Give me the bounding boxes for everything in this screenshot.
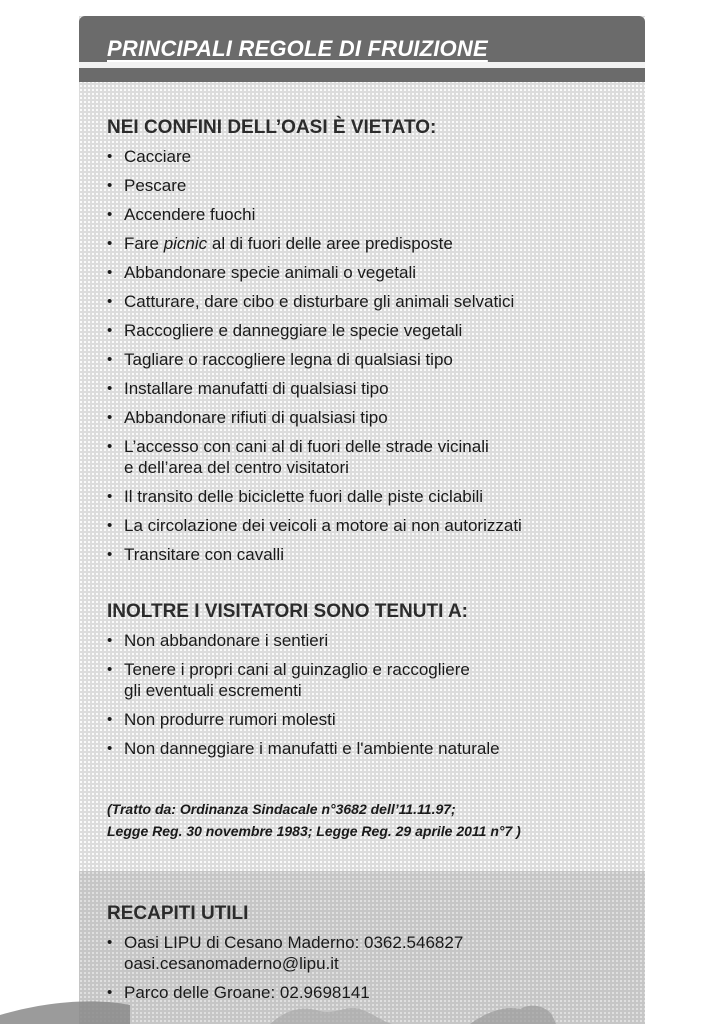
bullet-icon: • xyxy=(107,711,113,728)
bullet-icon: • xyxy=(107,235,113,252)
list-item: • Abbandonare specie animali o vegetali xyxy=(107,263,417,282)
list-item: • Non produrre rumori molesti xyxy=(107,710,336,729)
list-item: • Catturare, dare cibo e disturbare gli animali selvatici xyxy=(107,292,515,311)
bullet-icon: • xyxy=(107,264,113,281)
header-divider xyxy=(79,62,645,68)
bullet-icon: • xyxy=(107,632,113,649)
bullet-icon: • xyxy=(107,322,113,339)
list-item: • Oasi LIPU di Cesano Maderno: 0362.546827 oasi.cesanomaderno@lipu.it xyxy=(107,933,464,973)
page-title: PRINCIPALI REGOLE DI FRUIZIONE xyxy=(107,36,488,61)
bullet-icon: • xyxy=(107,351,113,368)
contacts-section-title: RECAPITI UTILI xyxy=(107,903,249,924)
list-item: • Raccogliere e danneggiare le specie vegetali xyxy=(107,321,463,340)
bullet-icon: • xyxy=(107,546,113,563)
bullet-icon: • xyxy=(107,438,113,455)
list-item: • Non danneggiare i manufatti e l'ambiente naturale xyxy=(107,739,500,758)
list-item: • Tagliare o raccogliere legna di qualsiasi tipo xyxy=(107,350,453,369)
list-item: • Accendere fuochi xyxy=(107,205,256,224)
list-item: • Tenere i propri cani al guinzaglio e raccogliere gli eventuali escrementi xyxy=(107,660,470,700)
duties-list xyxy=(107,630,627,767)
list-item: • Pescare xyxy=(107,176,187,195)
list-item: • Installare manufatti di qualsiasi tipo xyxy=(107,379,389,398)
list-item: • Il transito delle biciclette fuori dalle piste ciclabili xyxy=(107,487,484,506)
prohibited-section-title: NEI CONFINI DELL’OASI È VIETATO: xyxy=(107,117,437,138)
decorative-wave xyxy=(0,975,724,1024)
list-item: • Abbandonare rifiuti di qualsiasi tipo xyxy=(107,408,388,427)
list-item: • Cacciare xyxy=(107,147,192,166)
rules-panel xyxy=(79,16,645,1024)
bullet-icon: • xyxy=(107,409,113,426)
bullet-icon: • xyxy=(107,517,113,534)
source-note: (Tratto da: Ordinanza Sindacale n°3682 dell’11.11.97; Legge Reg. 30 novembre 1983; Legge Reg. 29 aprile 2011 n°7 ) xyxy=(107,801,521,839)
bullet-icon: • xyxy=(107,740,113,757)
bullet-icon: • xyxy=(107,488,113,505)
bullet-icon: • xyxy=(107,177,113,194)
list-item: • L’accesso con cani al di fuori delle strade vicinali e dell’area del centro visitatori xyxy=(107,437,489,477)
list-item: • La circolazione dei veicoli a motore ai non autorizzati xyxy=(107,516,522,535)
header-bar xyxy=(79,16,645,82)
bullet-icon: • xyxy=(107,293,113,310)
prohibited-list xyxy=(107,146,627,573)
list-item: • Transitare con cavalli xyxy=(107,545,284,564)
list-item: • Parco delle Groane: 02.9698141 xyxy=(107,983,370,1002)
bullet-icon: • xyxy=(107,934,113,951)
bullet-icon: • xyxy=(107,380,113,397)
bullet-icon: • xyxy=(107,661,113,678)
bullet-icon: • xyxy=(107,984,113,1001)
bullet-icon: • xyxy=(107,206,113,223)
duties-section-title: INOLTRE I VISITATORI SONO TENUTI A: xyxy=(107,601,468,622)
bullet-icon: • xyxy=(107,148,113,165)
list-item: • Fare picnic al di fuori delle aree predisposte xyxy=(107,234,453,253)
list-item: • Non abbandonare i sentieri xyxy=(107,631,329,650)
